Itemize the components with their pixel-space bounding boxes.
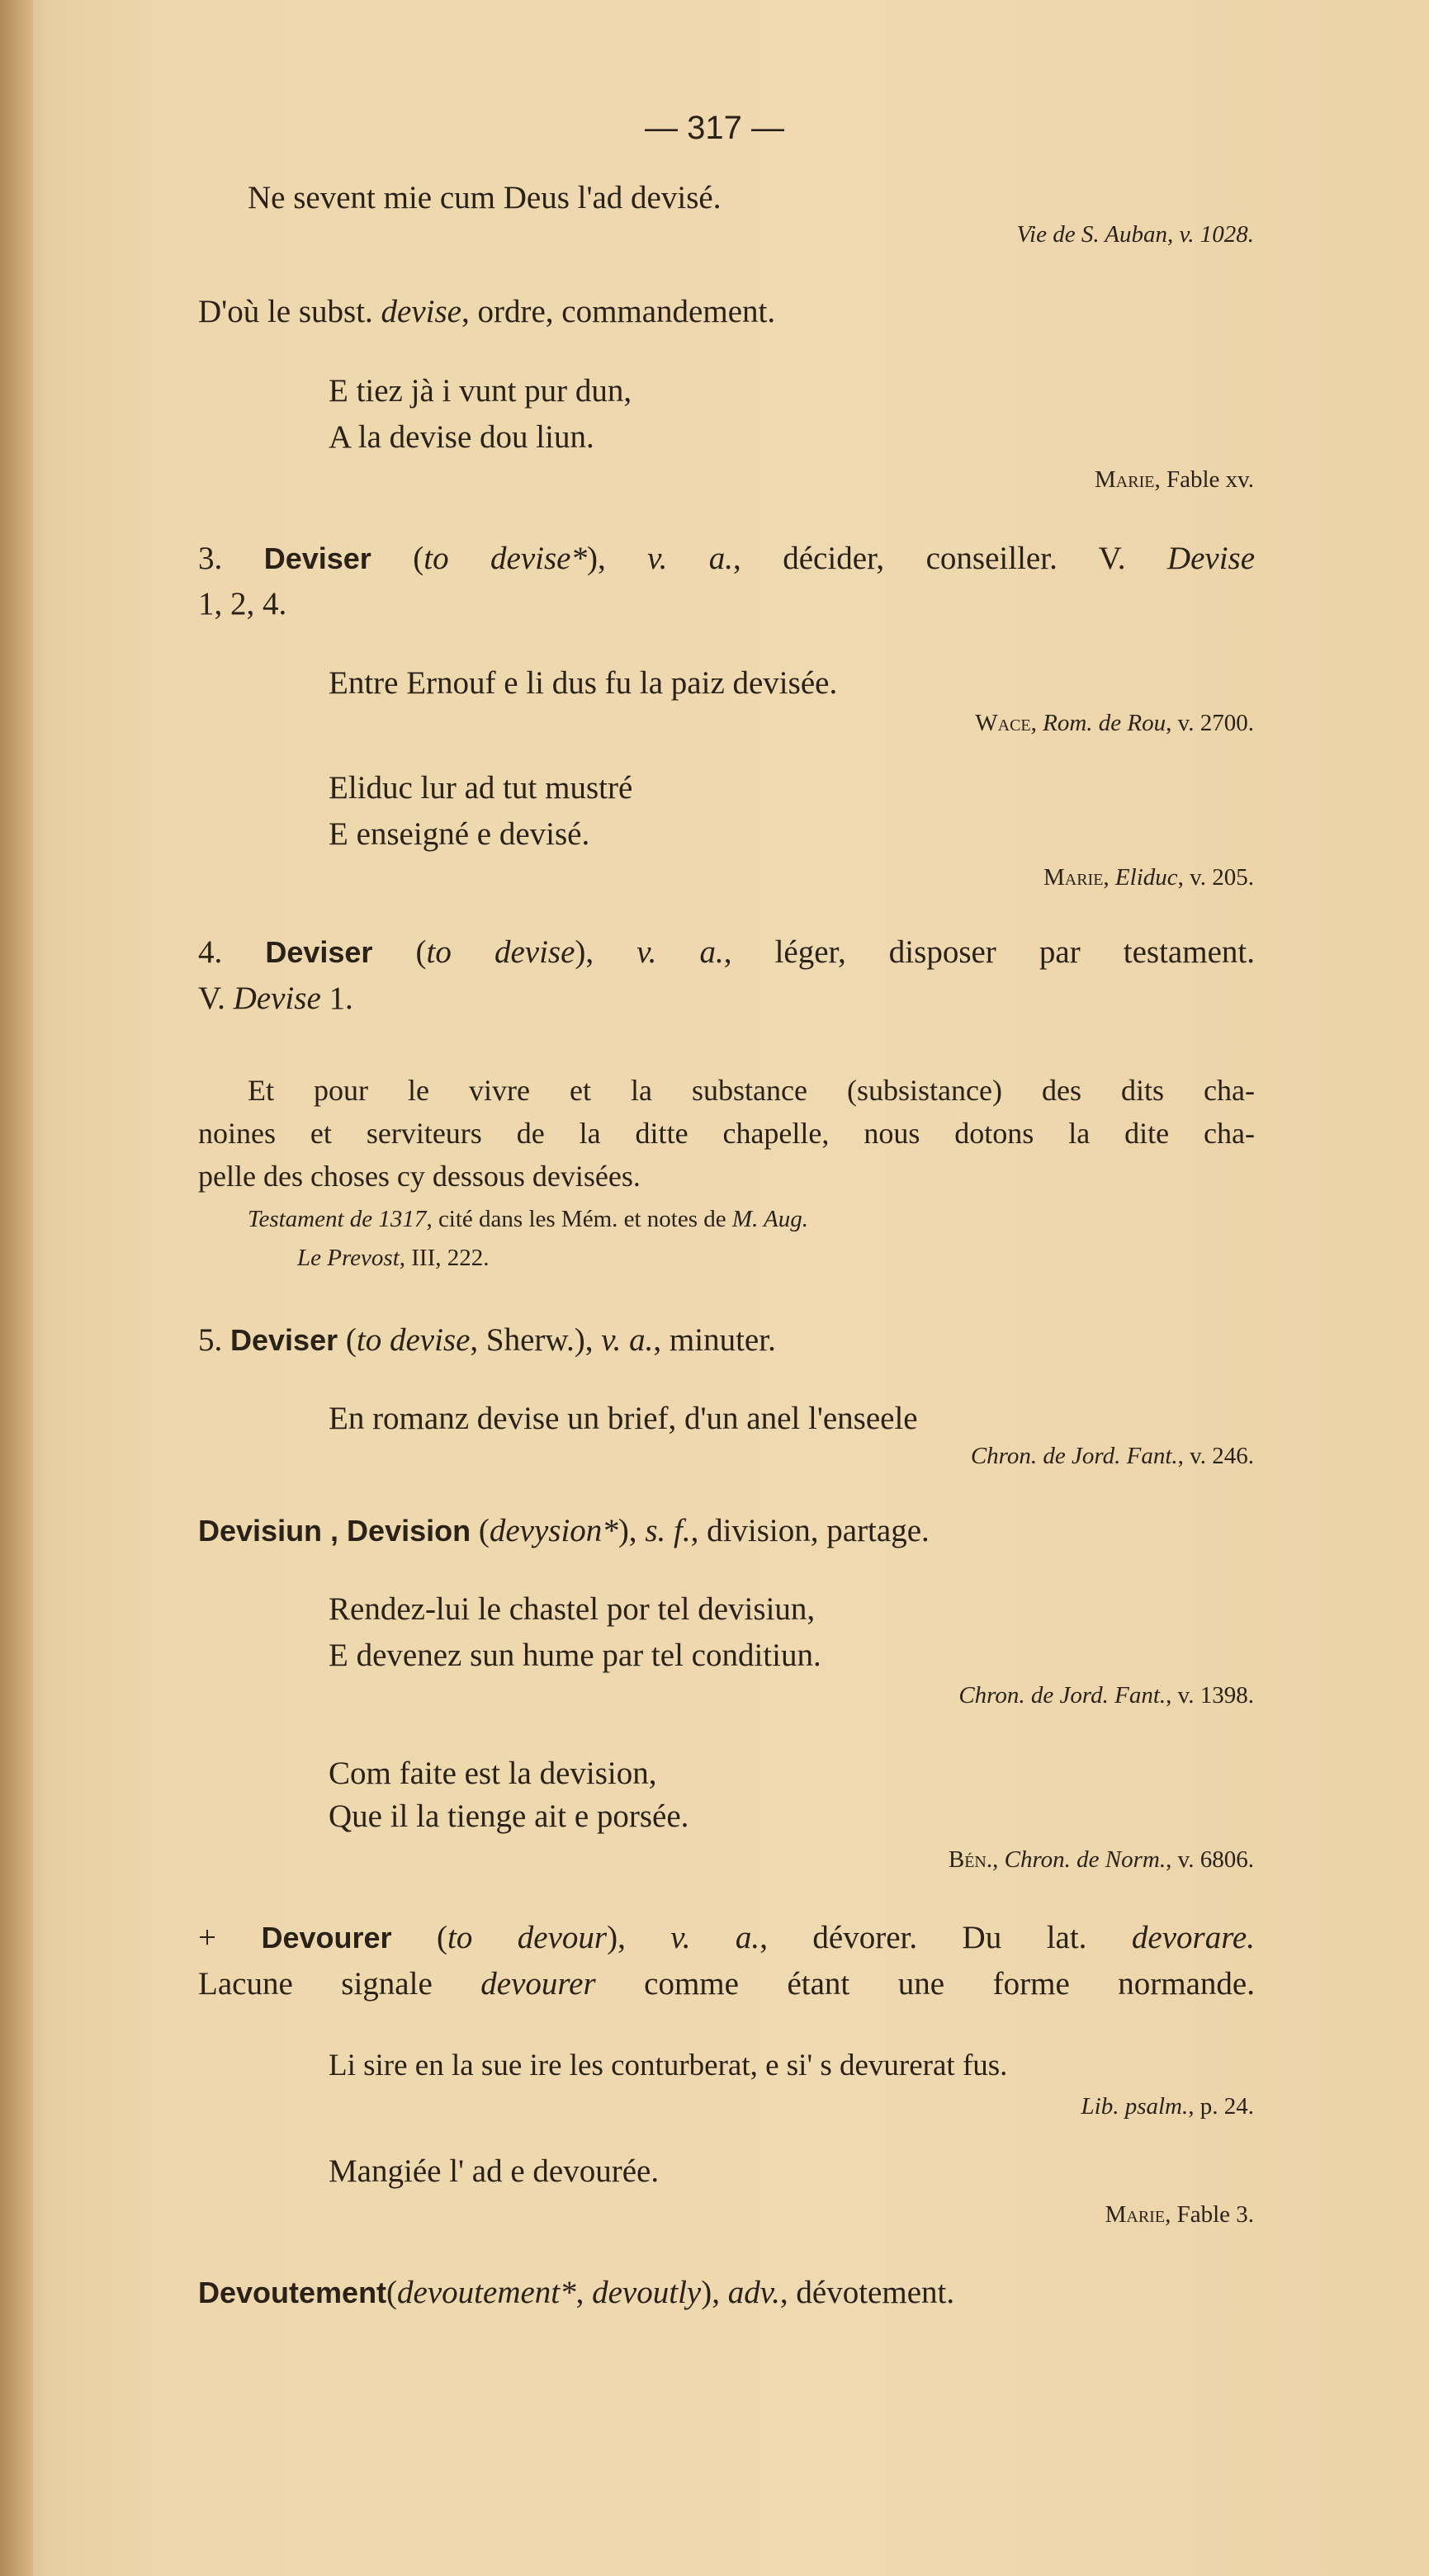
text-line: Lacune signale devourer comme étant une forme normande. xyxy=(198,1966,1255,2002)
verse-line: Entre Ernouf e li dus fu la paiz devisée. xyxy=(329,665,838,701)
page-number: — 317 — xyxy=(645,110,784,146)
quote-line: pelle des choses cy dessous devisées. xyxy=(198,1160,641,1193)
citation: Le Prevost, III, 222. xyxy=(297,1245,490,1271)
quote-line: noines et serviteurs de la ditte chapelle, nous dotons la dite cha- xyxy=(198,1117,1255,1150)
entry-deviser-5: 5. Deviser (to devise, Sherw.), v. a., minuter. xyxy=(198,1322,776,1358)
headword: Devoutement xyxy=(198,2276,387,2309)
page-edge-shadow xyxy=(0,0,33,2576)
text-line: 1, 2, 4. xyxy=(198,586,287,622)
entry-devisiun: Devisiun , Devision (devysion*), s. f., division, partage. xyxy=(198,1513,930,1548)
verse-line: E enseigné e devisé. xyxy=(329,816,590,852)
verse-line: Com faite est la devision, xyxy=(329,1756,657,1791)
entry-devourer: + Devourer (to devour), v. a., dévorer. Du lat. devorare. xyxy=(198,1920,1255,1955)
text-line: D'où le subst. devise, ordre, commandement. xyxy=(198,294,776,329)
entry-deviser-3: 3. Deviser (to devise*), v. a., décider, conseiller. V. Devise xyxy=(198,541,1256,576)
quote-line: Ne sevent mie cum Deus l'ad devisé. xyxy=(248,180,722,215)
verse-line: Li sire en la sue ire les conturberat, e si' s devurerat fus. xyxy=(329,2049,1008,2082)
text-line: V. Devise 1. xyxy=(198,981,353,1016)
verse-line: Eliduc lur ad tut mustré xyxy=(329,770,633,806)
verse-line: En romanz devise un brief, d'un anel l'enseele xyxy=(329,1401,918,1436)
verse-line: Mangiée l' ad e devourée. xyxy=(329,2153,660,2189)
verse-line: E devenez sun hume par tel conditiun. xyxy=(329,1638,821,1673)
verse-line: Rendez-lui le chastel por tel devisiun, xyxy=(329,1591,816,1627)
entry-deviser-4: 4. Deviser (to devise), v. a., léger, disposer par testament. xyxy=(198,934,1255,970)
citation: Chron. de Jord. Fant., v. 1398. xyxy=(958,1682,1254,1709)
verse-line: E tiez jà i vunt pur dun, xyxy=(329,373,632,409)
quote-line: Et pour le vivre et la substance (subsistance) des dits cha- xyxy=(248,1074,1255,1107)
citation: Marie, Eliduc, v. 205. xyxy=(1043,864,1254,891)
citation: Testament de 1317, cité dans les Mém. et notes de M. Aug. xyxy=(248,1206,809,1232)
citation: Marie, Fable xv. xyxy=(1095,466,1254,493)
headword: Devourer xyxy=(261,1921,392,1954)
headword: Deviser xyxy=(263,541,371,575)
citation: Wace, Rom. de Rou, v. 2700. xyxy=(975,710,1254,736)
headword: Deviser xyxy=(230,1323,338,1357)
citation: Marie, Fable 3. xyxy=(1105,2201,1254,2228)
citation: Chron. de Jord. Fant., v. 246. xyxy=(970,1443,1254,1469)
citation: Lib. psalm., p. 24. xyxy=(1081,2093,1254,2120)
citation: Vie de S. Auban, v. 1028. xyxy=(1016,221,1254,248)
verse-line: Que il la tienge ait e porsée. xyxy=(329,1798,689,1834)
verse-line: A la devise dou liun. xyxy=(329,419,594,455)
citation: Bén., Chron. de Norm., v. 6806. xyxy=(948,1846,1254,1873)
headword: Deviser xyxy=(265,935,373,969)
entry-devoutement: Devoutement(devoutement*, devoutly), adv., dévotement. xyxy=(198,2275,955,2310)
headword: Devisiun , Devision xyxy=(198,1514,471,1548)
